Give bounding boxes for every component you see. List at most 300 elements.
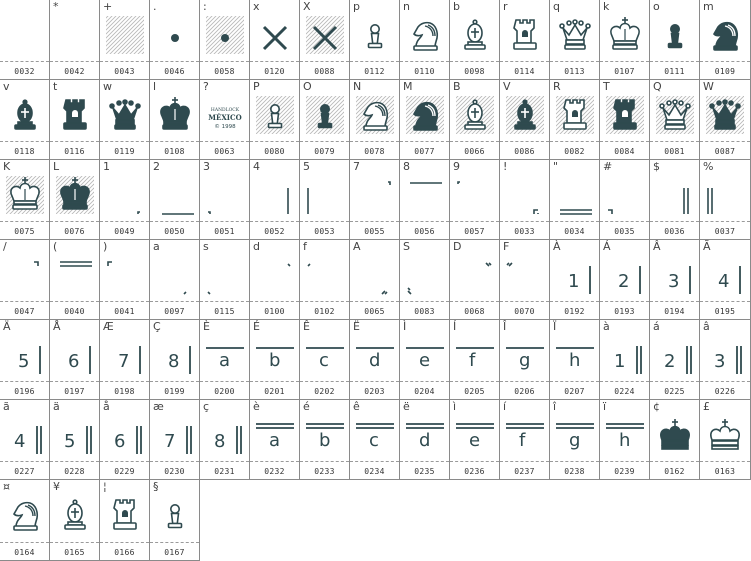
baseline-divider <box>550 461 599 462</box>
rook-black-icon <box>54 94 96 136</box>
cell-code: 0164 <box>14 548 35 557</box>
cell-code: 0238 <box>564 467 585 476</box>
glyph-cell[interactable] <box>550 400 600 480</box>
svg-text:MÉXICO: MÉXICO <box>208 113 242 122</box>
baseline-divider <box>0 461 49 462</box>
cell-character: x <box>253 0 260 13</box>
baseline-divider <box>450 461 499 462</box>
dbl-corner-tr-icon <box>4 254 46 296</box>
cell-code: 0195 <box>714 307 736 316</box>
cell-character: o <box>653 0 660 13</box>
glyph-cell[interactable] <box>400 240 450 320</box>
glyph-cell[interactable] <box>550 0 600 80</box>
pawn-white-icon <box>154 494 196 536</box>
glyph-cell[interactable] <box>650 320 700 400</box>
glyph-label: 4 <box>14 431 26 452</box>
cell-code: 0042 <box>64 67 85 76</box>
baseline-divider <box>350 381 399 382</box>
cell-code: 0204 <box>414 387 435 396</box>
glyph-cell[interactable] <box>650 160 700 240</box>
cell-character: Æ <box>103 320 114 333</box>
glyph-cell[interactable] <box>250 240 300 320</box>
baseline-divider <box>100 301 149 302</box>
cell-character: ç <box>203 400 210 413</box>
glyph-cell[interactable] <box>550 160 600 240</box>
glyph-cell[interactable] <box>0 320 50 400</box>
baseline-divider <box>650 461 699 462</box>
baseline-divider <box>150 221 199 222</box>
glyph-label: 3 <box>714 351 726 372</box>
baseline-divider <box>200 221 249 222</box>
baseline-divider <box>150 301 199 302</box>
cell-code: 0082 <box>564 147 585 156</box>
glyph-label: 8 <box>168 351 180 372</box>
knight-black-icon <box>704 14 746 56</box>
glyph-cell[interactable] <box>650 0 700 80</box>
cell-character: â <box>703 320 710 333</box>
glyph-label: 7 <box>118 351 130 372</box>
glyph-cell[interactable] <box>200 0 250 80</box>
baseline-divider <box>300 381 349 382</box>
baseline-divider <box>500 461 549 462</box>
tick-br2-icon <box>354 254 396 296</box>
tick-br-icon <box>154 254 196 296</box>
glyph-cell[interactable] <box>650 240 700 320</box>
glyph-label: 2 <box>664 351 676 372</box>
cell-code: 0034 <box>564 227 585 236</box>
baseline-divider <box>200 381 249 382</box>
glyph-label: d <box>419 430 431 451</box>
cell-code: 0113 <box>564 67 585 76</box>
glyph-cell[interactable] <box>650 80 700 160</box>
glyph-cell[interactable] <box>500 240 550 320</box>
glyph-cell[interactable] <box>600 240 650 320</box>
glyph-cell[interactable] <box>500 160 550 240</box>
glyph-cell[interactable] <box>200 160 250 240</box>
glyph-cell[interactable] <box>250 0 300 80</box>
right-line-icon <box>254 174 296 216</box>
cell-character: * <box>53 0 59 13</box>
cell-code: 0100 <box>264 307 285 316</box>
cell-code: 0200 <box>214 387 235 396</box>
glyph-cell[interactable] <box>150 0 200 80</box>
glyph-cell[interactable] <box>100 80 150 160</box>
cell-code: 0229 <box>114 467 135 476</box>
glyph-label: c <box>319 350 329 371</box>
glyph-cell[interactable] <box>300 240 350 320</box>
cell-code: 0053 <box>314 227 335 236</box>
cell-character: ¤ <box>3 480 10 493</box>
glyph-cell[interactable] <box>650 400 700 480</box>
baseline-divider <box>50 542 99 543</box>
cell-character: q <box>553 0 560 13</box>
cell-character: å <box>103 400 110 413</box>
glyph-cell[interactable] <box>150 400 200 480</box>
bishop-white-icon <box>54 494 96 536</box>
baseline-divider <box>550 141 599 142</box>
cell-character: ¢ <box>653 400 660 413</box>
cell-code: 0120 <box>264 67 285 76</box>
glyph-cell[interactable] <box>700 0 751 80</box>
bishop-black-icon <box>4 94 46 136</box>
cell-code: 0046 <box>164 67 185 76</box>
cell-character: F <box>503 240 510 253</box>
glyph-cell[interactable] <box>500 400 550 480</box>
baseline-divider <box>0 221 49 222</box>
cell-character: ä <box>53 400 60 413</box>
glyph-cell[interactable] <box>50 80 100 160</box>
baseline-divider <box>100 542 149 543</box>
glyph-cell[interactable] <box>450 240 500 320</box>
dbl-corner-br-icon <box>604 174 646 216</box>
glyph-cell[interactable] <box>600 400 650 480</box>
cell-character: L <box>53 160 60 173</box>
glyph-label: a <box>219 350 231 371</box>
glyph-cell[interactable] <box>200 320 250 400</box>
corner-bl-icon <box>104 174 146 216</box>
cell-character: + <box>103 0 113 13</box>
cell-code: 0201 <box>264 387 285 396</box>
cell-character: Ì <box>403 320 407 333</box>
baseline-divider <box>500 141 549 142</box>
cell-code: 0063 <box>214 147 235 156</box>
glyph-label: 5 <box>18 351 30 372</box>
cell-character: À <box>553 240 561 253</box>
glyph-cell[interactable] <box>700 160 751 240</box>
cell-character: 8 <box>403 160 410 173</box>
cell-code: 0032 <box>14 67 35 76</box>
cell-character: W <box>703 80 714 93</box>
glyph-cell[interactable] <box>350 160 400 240</box>
cell-code: 0109 <box>714 67 736 76</box>
crown-black-icon <box>654 414 696 456</box>
cell-character: 9 <box>453 160 460 173</box>
baseline-divider <box>250 221 299 222</box>
cell-code: 0080 <box>264 147 285 156</box>
cell-character: P <box>253 80 260 93</box>
glyph-label: h <box>619 430 631 451</box>
baseline-divider <box>350 61 399 62</box>
glyph-cell[interactable] <box>700 80 751 160</box>
glyph-cell[interactable] <box>100 0 150 80</box>
glyph-cell[interactable] <box>400 160 450 240</box>
glyph-cell[interactable] <box>0 80 50 160</box>
cell-character: ï <box>603 400 607 413</box>
glyph-cell[interactable] <box>0 400 50 480</box>
glyph-cell[interactable] <box>400 0 450 80</box>
glyph-cell[interactable] <box>0 0 50 80</box>
glyph-cell[interactable] <box>150 240 200 320</box>
tick-tl-icon <box>254 254 296 296</box>
cell-code: 0197 <box>64 387 85 396</box>
cell-character: Å <box>53 320 61 333</box>
glyph-cell[interactable] <box>450 0 500 80</box>
glyph-cell[interactable] <box>250 80 300 160</box>
bishop-white-icon <box>454 14 496 56</box>
hatch-pawn-black-icon <box>304 94 346 136</box>
cell-code: 0052 <box>264 227 285 236</box>
glyph-cell[interactable] <box>500 80 550 160</box>
glyph-cell[interactable] <box>50 480 100 561</box>
glyph-cell[interactable] <box>300 160 350 240</box>
cell-code: 0228 <box>64 467 85 476</box>
glyph-cell[interactable] <box>150 480 200 561</box>
dbl-bottom-icon <box>554 174 596 216</box>
glyph-cell[interactable] <box>100 320 150 400</box>
baseline-divider <box>300 141 349 142</box>
glyph-cell[interactable] <box>700 240 751 320</box>
cell-code: 0167 <box>164 548 185 557</box>
cell-character: 2 <box>153 160 160 173</box>
cell-code: 0233 <box>314 467 335 476</box>
glyph-cell[interactable] <box>200 400 250 480</box>
dbl-corner-tl-icon <box>104 254 146 296</box>
baseline-divider <box>450 61 499 62</box>
cell-code: 0102 <box>314 307 335 316</box>
top-line-icon <box>404 174 446 216</box>
glyph-cell[interactable] <box>150 320 200 400</box>
glyph-cell[interactable] <box>600 80 650 160</box>
empty-icon <box>54 14 96 56</box>
baseline-divider <box>50 381 99 382</box>
cell-character: Í <box>453 320 457 333</box>
cell-code: 0111 <box>664 67 685 76</box>
glyph-cell[interactable] <box>350 80 400 160</box>
glyph-label: 1 <box>614 351 626 372</box>
glyph-label: 4 <box>718 271 730 292</box>
cell-code: 0055 <box>364 227 385 236</box>
stamp-icon <box>204 94 246 136</box>
cell-code: 0203 <box>364 387 385 396</box>
baseline-divider <box>50 461 99 462</box>
corner-tr-icon <box>354 174 396 216</box>
cell-code: 0237 <box>514 467 535 476</box>
cell-code: 0078 <box>364 147 385 156</box>
glyph-cell[interactable] <box>200 240 250 320</box>
cell-character: v <box>3 80 10 93</box>
cell-character: ¥ <box>53 480 60 493</box>
glyph-cell[interactable] <box>100 160 150 240</box>
dot-icon <box>154 14 196 56</box>
king-black-icon <box>154 94 196 136</box>
cell-code: 0235 <box>414 467 435 476</box>
cell-code: 0236 <box>464 467 485 476</box>
cell-character: O <box>303 80 312 93</box>
baseline-divider <box>450 381 499 382</box>
baseline-divider <box>550 61 599 62</box>
cell-character: Ã <box>703 240 711 253</box>
svg-text:HANDLOCK: HANDLOCK <box>210 108 240 113</box>
cell-character: É <box>253 320 260 333</box>
glyph-cell[interactable] <box>350 320 400 400</box>
cell-code: 0193 <box>614 307 635 316</box>
baseline-divider <box>150 461 199 462</box>
rook-white-icon <box>504 14 546 56</box>
glyph-cell[interactable] <box>300 0 350 80</box>
hatch-knight-white-icon <box>354 94 396 136</box>
glyph-cell[interactable] <box>600 160 650 240</box>
hatch-pawn-white-icon <box>254 94 296 136</box>
cell-code: 0226 <box>714 387 736 396</box>
cell-character: Ç <box>153 320 161 333</box>
baseline-divider <box>150 141 199 142</box>
cell-code: 0224 <box>614 387 635 396</box>
rook-white-icon <box>104 494 146 536</box>
glyph-cell[interactable] <box>0 160 50 240</box>
glyph-cell[interactable] <box>600 320 650 400</box>
cell-character: 1 <box>103 160 110 173</box>
glyph-cell[interactable] <box>350 240 400 320</box>
glyph-cell[interactable] <box>100 400 150 480</box>
glyph-cell[interactable] <box>250 400 300 480</box>
tick-tr2-icon <box>504 254 546 296</box>
glyph-cell[interactable] <box>50 160 100 240</box>
cell-code: 0227 <box>14 467 35 476</box>
cell-character: Ï <box>553 320 557 333</box>
glyph-cell[interactable] <box>100 240 150 320</box>
cell-code: 0033 <box>514 227 535 236</box>
glyph-cell[interactable] <box>550 240 600 320</box>
glyph-cell[interactable] <box>50 0 100 80</box>
cell-code: 0231 <box>214 467 235 476</box>
glyph-label: 6 <box>114 431 126 452</box>
tick-bl2-icon <box>404 254 446 296</box>
baseline-divider <box>250 141 299 142</box>
glyph-cell[interactable] <box>250 320 300 400</box>
baseline-divider <box>550 381 599 382</box>
baseline-divider <box>600 301 649 302</box>
glyph-label: e <box>419 350 431 371</box>
cell-code: 0115 <box>214 307 235 316</box>
cell-character: " <box>553 160 559 173</box>
glyph-cell[interactable] <box>450 320 500 400</box>
cell-code: 0097 <box>164 307 185 316</box>
glyph-cell[interactable] <box>350 400 400 480</box>
cell-code: 0087 <box>714 147 736 156</box>
glyph-cell[interactable] <box>400 80 450 160</box>
glyph-cell[interactable] <box>400 320 450 400</box>
cell-character: % <box>703 160 714 173</box>
cell-code: 0165 <box>64 548 85 557</box>
glyph-cell[interactable] <box>0 480 50 561</box>
glyph-cell[interactable] <box>150 160 200 240</box>
glyph-cell[interactable] <box>400 400 450 480</box>
glyph-cell[interactable] <box>250 160 300 240</box>
glyph-cell[interactable] <box>700 400 751 480</box>
baseline-divider <box>100 61 149 62</box>
baseline-divider <box>400 301 449 302</box>
cell-code: 0206 <box>514 387 535 396</box>
glyph-cell[interactable] <box>0 240 50 320</box>
dbl-corner-bl-icon <box>504 174 546 216</box>
glyph-cell[interactable] <box>550 80 600 160</box>
tick-bl-icon <box>204 254 246 296</box>
cell-code: 0056 <box>414 227 435 236</box>
knight-white-icon <box>4 494 46 536</box>
glyph-label: g <box>519 350 531 371</box>
glyph-cell[interactable] <box>100 480 150 561</box>
cell-code: 0043 <box>114 67 135 76</box>
cell-code: 0065 <box>364 307 385 316</box>
glyph-cell[interactable] <box>600 0 650 80</box>
baseline-divider <box>200 141 249 142</box>
baseline-divider <box>0 542 49 543</box>
glyph-cell[interactable] <box>450 160 500 240</box>
cell-character: k <box>603 0 610 13</box>
cell-character: # <box>603 160 613 173</box>
cell-character: . <box>153 0 157 13</box>
cell-character: Î <box>503 320 507 333</box>
glyph-cell[interactable] <box>500 320 550 400</box>
cell-character: d <box>253 240 260 253</box>
baseline-divider <box>700 141 750 142</box>
cell-code: 0232 <box>264 467 285 476</box>
glyph-cell[interactable] <box>300 80 350 160</box>
cell-code: 0110 <box>414 67 435 76</box>
glyph-cell[interactable] <box>450 400 500 480</box>
glyph-cell[interactable] <box>700 320 751 400</box>
baseline-divider <box>100 221 149 222</box>
cell-character: 5 <box>303 160 310 173</box>
hatch-dot-icon <box>204 14 246 56</box>
cell-character: ê <box>353 400 360 413</box>
cell-character: B <box>453 80 461 93</box>
glyph-cell[interactable] <box>450 80 500 160</box>
cell-character: 7 <box>353 160 360 173</box>
baseline-divider <box>650 221 699 222</box>
glyph-label: f <box>469 350 476 371</box>
glyph-cell[interactable] <box>50 320 100 400</box>
baseline-divider <box>350 301 399 302</box>
cell-character: $ <box>653 160 660 173</box>
baseline-divider <box>350 461 399 462</box>
tick-tr-icon <box>304 254 346 296</box>
cell-code: 0037 <box>714 227 736 236</box>
glyph-cell[interactable] <box>550 320 600 400</box>
baseline-divider <box>350 141 399 142</box>
cell-code: 0239 <box>614 467 635 476</box>
glyph-cell[interactable] <box>500 0 550 80</box>
crown-white-icon <box>704 414 746 456</box>
glyph-cell[interactable] <box>50 240 100 320</box>
cell-code: 0108 <box>164 147 185 156</box>
glyph-cell[interactable] <box>50 400 100 480</box>
cell-character: í <box>503 400 507 413</box>
cell-character: ! <box>503 160 508 173</box>
baseline-divider <box>650 141 699 142</box>
cell-code: 0234 <box>364 467 385 476</box>
hatch-cross-icon <box>304 14 346 56</box>
glyph-cell[interactable] <box>350 0 400 80</box>
pawn-black-icon <box>654 14 696 56</box>
cell-code: 0051 <box>214 227 235 236</box>
cell-character: ( <box>53 240 58 253</box>
cell-character: Ä <box>3 320 11 333</box>
cell-code: 0112 <box>364 67 385 76</box>
glyph-cell[interactable] <box>200 80 250 160</box>
cell-character: 3 <box>203 160 210 173</box>
glyph-cell[interactable] <box>300 320 350 400</box>
cell-code: 0075 <box>14 227 35 236</box>
glyph-label: g <box>569 430 581 451</box>
cell-character: b <box>453 0 460 13</box>
cell-character: n <box>403 0 410 13</box>
glyph-cell[interactable] <box>150 80 200 160</box>
cell-character: Ë <box>353 320 360 333</box>
dbl-left-icon <box>704 174 746 216</box>
cell-character: l <box>153 80 157 93</box>
glyph-cell[interactable] <box>300 400 350 480</box>
